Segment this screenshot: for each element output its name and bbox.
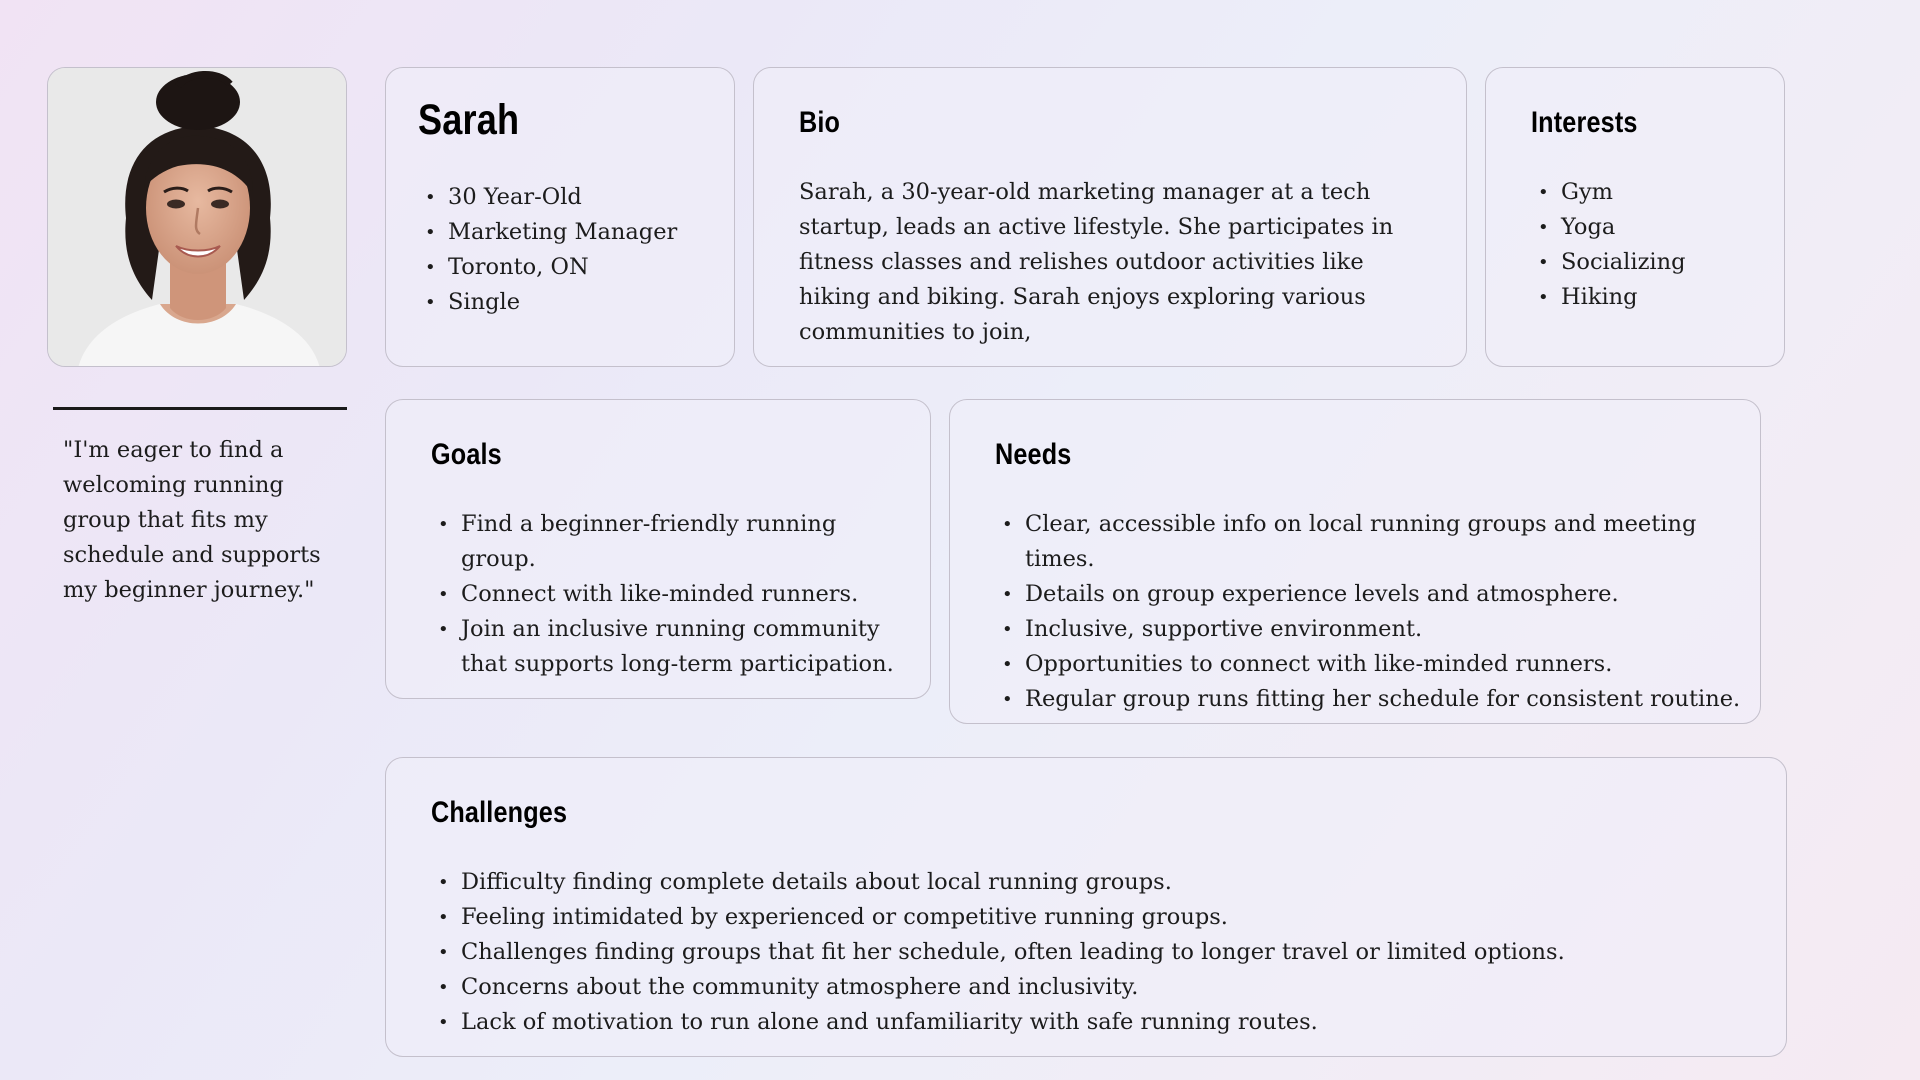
portrait-illustration [48,68,347,367]
list-item: • Single [418,285,677,320]
list-item: • Concerns about the community atmosphere and inclusivity. [431,970,1751,1005]
persona-photo [47,67,347,367]
list-item: • Socializing [1531,245,1686,280]
needs-list [995,507,1745,717]
list-item: • Marketing Manager [418,215,677,250]
list-item: • Difficulty finding complete details about local running groups. [431,865,1751,900]
list-item: • Details on group experience levels and atmosphere. [995,577,1745,612]
persona-facts-list [418,180,677,320]
goals-title: Goals [431,438,502,471]
bio-card [753,67,1467,367]
interests-list [1531,175,1686,315]
persona-quote: "I'm eager to find a welcoming running group that fits my schedule and supports my beginner journey." [63,437,321,603]
list-item: • Feeling intimidated by experienced or competitive running groups. [431,900,1751,935]
persona-name: Sarah [418,96,520,144]
interests-title: Interests [1531,106,1638,139]
list-item: • Find a beginner-friendly running group. [431,507,911,577]
list-item: • Join an inclusive running community that supports long-term participation. [431,612,911,682]
interests-card [1485,67,1785,367]
quote-divider [53,407,347,410]
list-item: • Toronto, ON [418,250,677,285]
list-item: • Gym [1531,175,1686,210]
bio-title: Bio [799,106,841,139]
list-item: • 30 Year-Old [418,180,677,215]
list-item: • Challenges finding groups that fit her schedule, often leading to longer travel or limited options. [431,935,1751,970]
list-item: • Opportunities to connect with like-minded runners. [995,647,1745,682]
list-item: • Connect with like-minded runners. [431,577,911,612]
bio-text: Sarah, a 30-year-old marketing manager at a tech startup, leads an active lifestyle. She participates in fitness classes and relishes outdoor activities like hiking and biking. Sarah enjoys exploring various communities to join, [799,179,1394,345]
needs-title: Needs [995,438,1072,471]
challenges-card [385,757,1787,1057]
list-item: • Inclusive, supportive environment. [995,612,1745,647]
persona-summary-card [385,67,735,367]
goals-list [431,507,911,682]
challenges-title: Challenges [431,796,568,829]
list-item: • Clear, accessible info on local running groups and meeting times. [995,507,1745,577]
list-item: • Regular group runs fitting her schedule for consistent routine. [995,682,1745,717]
goals-card [385,399,931,699]
list-item: • Lack of motivation to run alone and unfamiliarity with safe running routes. [431,1005,1751,1040]
needs-card [949,399,1761,724]
list-item: • Yoga [1531,210,1686,245]
list-item: • Hiking [1531,280,1686,315]
challenges-list [431,865,1751,1040]
